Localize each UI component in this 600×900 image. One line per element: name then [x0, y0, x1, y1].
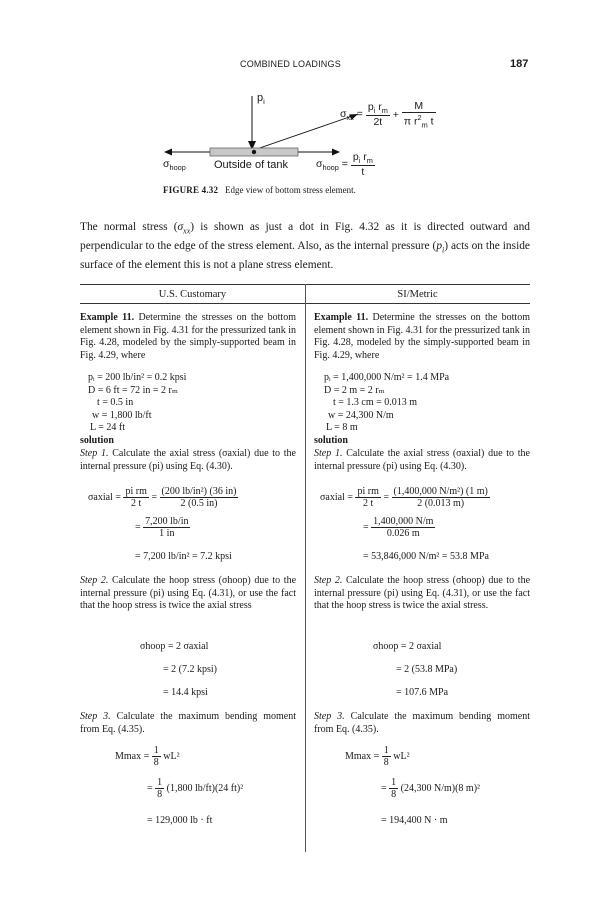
us-eq1-line3: = 7,200 lb/in² = 7.2 kpsi [135, 551, 232, 562]
si-eq3-line3: = 194,400 N · m [381, 815, 448, 826]
column-header-si: SI/Metric [397, 289, 438, 300]
column-header-us: U.S. Customary [158, 289, 227, 300]
si-given: L = 8 m [326, 422, 358, 434]
si-eq1-line2: = $\frac{1,400,000 N/m}{0.026 m}$ [363, 516, 434, 539]
si-eq1-line3: = 53,846,000 N/m² = 53.8 MPa [363, 551, 489, 562]
si-given: D = 2 m = 2 rₘ [324, 384, 385, 396]
sigma-xx-equation: $\sigma_{xx}$ = $\frac{p_i r_m}{2t}$ + $\frac{M}{\pi r^2_m t}$ [340, 100, 434, 130]
si-solution-label: solution [314, 435, 348, 446]
us-given: pᵢ = 200 lb/in² = 0.2 kpsi [88, 372, 187, 383]
us-given: t = 0.5 in [97, 397, 134, 409]
page-number: 187 [510, 58, 529, 70]
us-givens [88, 372, 186, 435]
us-step2-text: Step 2. Calculate the hoop stress (σhoop) due to the internal pressure (pi) using Eq. (4.31), or use the fact that the hoop stress is twice the axial stress [80, 575, 297, 612]
us-eq1-line1: σaxial = $\frac{\text{pi rm}}{2 t}$ = $\frac{\text{(200 lb/in²) (36 in)}}{2 (0.5 in)}$ [88, 486, 237, 509]
figure-caption: FIGURE 4.32 Edge view of bottom stress element. [163, 185, 356, 195]
si-eq2-line3: = 107.6 MPa [396, 687, 449, 698]
us-step1-text: Step 1. Calculate the axial stress (σaxial) due to the internal pressure (pi) using Eq. (4.30). [80, 448, 296, 472]
hoop-arrowhead-left [164, 149, 172, 156]
us-eq3-line3: = 129,000 lb · ft [147, 815, 213, 826]
us-eq1-line2: = $\frac{7,200 lb/in}{1 in}$ [135, 516, 189, 539]
running-header: COMBINED LOADINGS [240, 59, 341, 69]
us-eq2-line1: σhoop = 2 σaxial [140, 641, 209, 652]
si-given: t = 1.3 cm = 0.013 m [333, 397, 418, 409]
us-eq3-line2: = $\frac{1}{8}$ (1,800 lb/ft)(24 ft)² [147, 777, 244, 800]
us-step3-text: Step 3. Calculate the maximum bending moment from Eq. (4.35). [80, 711, 297, 735]
us-eq3-line1: Mmax = $\frac{1}{8}$ wL² [115, 745, 180, 768]
label-pi: $p_i$ [257, 92, 265, 107]
si-given: pᵢ = 1,400,000 N/m² = 1.4 MPa [324, 372, 450, 383]
label-outside-of-tank: Outside of tank [214, 159, 288, 171]
label-hoop-right: $\sigma_{hoop}$ = $\frac{p_i r_m}{t}$ [316, 151, 373, 179]
label-hoop-left: $\sigma_{hoop}$ [163, 158, 186, 173]
si-eq3-line1: Mmax = $\frac{1}{8}$ wL² [345, 745, 410, 768]
us-solution-label: solution [80, 435, 114, 446]
si-eq3-line2: = $\frac{1}{8}$ (24,300 N/m)(8 m)² [381, 777, 481, 800]
si-given: w = 24,300 N/m [328, 409, 394, 421]
si-example-text: Example 11. Determine the stresses on the bottom element shown in Fig. 4.31 for the pressurized tank in Fig. 4.28, modeled by the simply-supported beam in Fig. 4.29, where [314, 312, 530, 361]
body-paragraph: The normal stress $(\sigma_{xx})$ is shown as just a dot in Fig. 4.32 as it is directed outward and perpendicular to the edge of the stress element. Also, as the internal pressure $(p_i)$ acts on the inside surface of the element this is not a plane stress element. [80, 221, 530, 271]
us-given: L = 24 ft [90, 422, 125, 434]
normal-stress-dot [252, 150, 256, 154]
si-eq2-line2: = 2 (53.8 MPa) [396, 664, 458, 675]
si-step1-text: Step 1. Calculate the axial stress (σaxial) due to the internal pressure (pi) using Eq. (4.30). [314, 448, 530, 472]
column-divider [305, 284, 306, 852]
si-givens [324, 372, 449, 435]
us-example-text: Example 11. Determine the stresses on the bottom element shown in Fig. 4.31 for the pressurized tank in Fig. 4.28, modeled by the simply-supported beam in Fig. 4.29, where [80, 312, 296, 361]
si-eq1-line1: σaxial = $\frac{\text{pi rm}}{2 t}$ = $\frac{\text{(1,400,000 N/m²) (1 m)}}{2 (0.013 m)}$ [320, 486, 488, 509]
us-eq2-line3: = 14.4 kpsi [163, 687, 208, 698]
us-eq2-line2: = 2 (7.2 kpsi) [163, 664, 217, 675]
si-step2-text: Step 2. Calculate the hoop stress (σhoop) due to the internal pressure (pi) using Eq. (4.31), or use the fact that the hoop stress is twice the axial stress. [314, 575, 531, 612]
si-step3-text: Step 3. Calculate the maximum bending moment from Eq. (4.35). [314, 711, 531, 735]
us-given: D = 6 ft = 72 in = 2 rₘ [88, 384, 178, 396]
si-eq2-line1: σhoop = 2 σaxial [373, 641, 442, 652]
us-given: w = 1,800 lb/ft [92, 409, 152, 421]
